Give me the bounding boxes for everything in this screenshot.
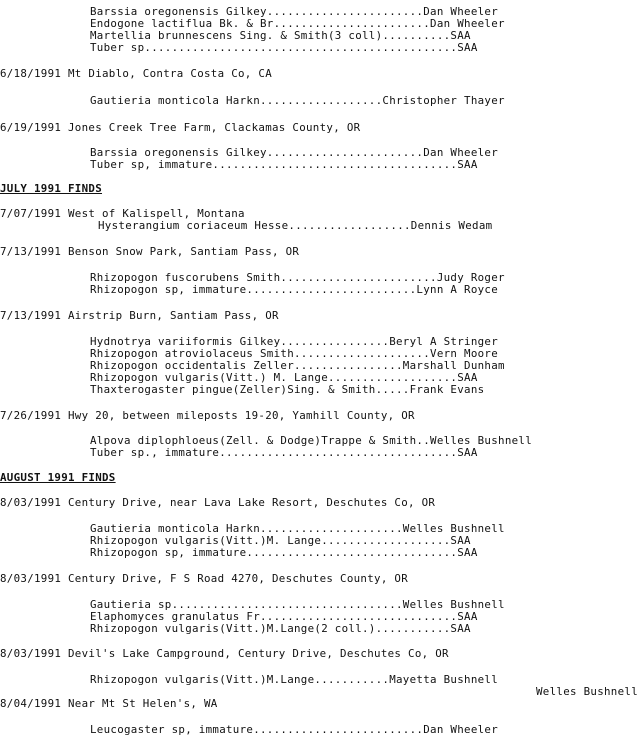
find-line: Rhizopogon vulgaris(Vitt.) M. Lange...................SAA	[90, 371, 478, 384]
date-location-line: 7/13/1991 Airstrip Burn, Santiam Pass, OR	[0, 309, 279, 322]
find-line: Leucogaster sp, immature.........................Dan Wheeler	[90, 723, 499, 736]
find-line: Hysterangium coriaceum Hesse..................Dennis Wedam	[98, 219, 493, 232]
find-line: Rhizopogon atroviolaceus Smith....................Vern Moore	[90, 347, 499, 360]
date-location-line: 8/03/1991 Devil's Lake Campground, Century Drive, Deschutes Co, OR	[0, 647, 449, 660]
collector-continuation-line: Welles Bushnell	[536, 685, 639, 698]
find-line: Thaxterogaster pingue(Zeller)Sing. & Smith.....Frank Evans	[90, 383, 485, 396]
date-location-line: 6/19/1991 Jones Creek Tree Farm, Clackamas County, OR	[0, 121, 361, 134]
find-line: Gautieria monticola Harkn..................Christopher Thayer	[90, 94, 505, 107]
find-line: Rhizopogon fuscorubens Smith.......................Judy Roger	[90, 271, 505, 284]
find-line: Rhizopogon vulgaris(Vitt.)M.Lange(2 coll.)...........SAA	[90, 622, 471, 635]
find-line: Tuber sp..............................................SAA	[90, 41, 478, 54]
find-line: Rhizopogon vulgaris(Vitt.)M.Lange...........Mayetta Bushnell	[90, 673, 499, 686]
date-location-line: 6/18/1991 Mt Diablo, Contra Costa Co, CA	[0, 67, 273, 80]
month-heading: AUGUST 1991 FINDS	[0, 471, 116, 484]
date-location-line: 8/04/1991 Near Mt St Helen's, WA	[0, 697, 218, 710]
date-location-line: 7/07/1991 West of Kalispell, Montana	[0, 207, 245, 220]
find-line: Tuber sp, immature....................................SAA	[90, 158, 478, 171]
date-location-line: 7/26/1991 Hwy 20, between mileposts 19-20, Yamhill County, OR	[0, 409, 415, 422]
find-line: Alpova diplophloeus(Zell. & Dodge)Trappe & Smith..Welles Bushnell	[90, 434, 533, 447]
find-line: Rhizopogon vulgaris(Vitt.)M. Lange...................SAA	[90, 534, 471, 547]
find-line: Hydnotrya variiformis Gilkey................Beryl A Stringer	[90, 335, 499, 348]
find-line: Gautieria monticola Harkn.....................Welles Bushnell	[90, 522, 505, 535]
find-line: Rhizopogon sp, immature.........................Lynn A Royce	[90, 283, 499, 296]
find-line: Gautieria sp..................................Welles Bushnell	[90, 598, 505, 611]
find-line: Barssia oregonensis Gilkey.......................Dan Wheeler	[90, 146, 499, 159]
find-line: Elaphomyces granulatus Fr.............................SAA	[90, 610, 478, 623]
date-location-line: 7/13/1991 Benson Snow Park, Santiam Pass, OR	[0, 245, 300, 258]
find-line: Rhizopogon occidentalis Zeller................Marshall Dunham	[90, 359, 505, 372]
find-line: Tuber sp., immature...................................SAA	[90, 446, 478, 459]
find-line: Rhizopogon sp, immature...............................SAA	[90, 546, 478, 559]
find-line: Barssia oregonensis Gilkey.......................Dan Wheeler	[90, 5, 499, 18]
find-line: Endogone lactiflua Bk. & Br.......................Dan Wheeler	[90, 17, 505, 30]
month-heading: JULY 1991 FINDS	[0, 182, 103, 195]
date-location-line: 8/03/1991 Century Drive, F S Road 4270, Deschutes County, OR	[0, 572, 409, 585]
date-location-line: 8/03/1991 Century Drive, near Lava Lake Resort, Deschutes Co, OR	[0, 496, 436, 509]
find-line: Martellia brunnescens Sing. & Smith(3 coll)..........SAA	[90, 29, 471, 42]
